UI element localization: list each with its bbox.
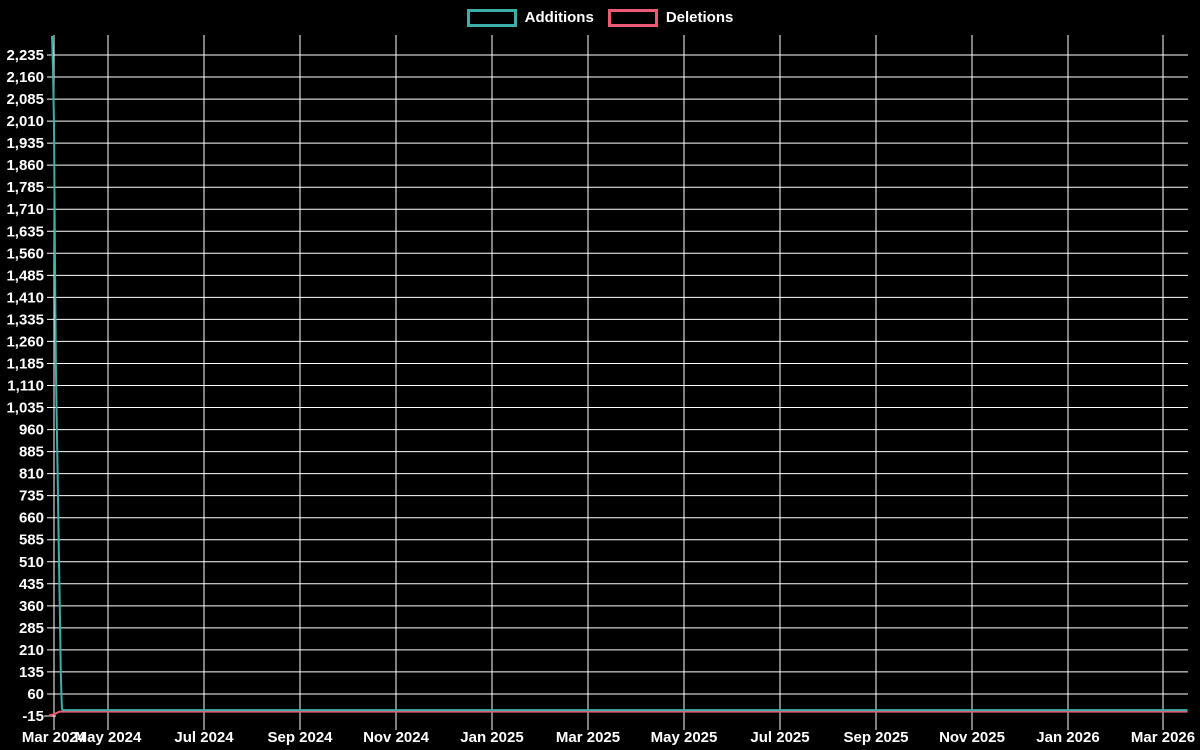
additions-swatch-icon <box>467 9 517 27</box>
y-tick-label: 960 <box>18 421 44 439</box>
y-tick-label: 1,485 <box>6 267 44 285</box>
x-tick-label: Jan 2026 <box>1036 729 1100 746</box>
y-tick-label: 510 <box>18 553 44 571</box>
y-tick-label: 2,235 <box>6 47 44 64</box>
y-tick-label: 585 <box>18 531 44 549</box>
y-tick-label: 135 <box>18 663 44 681</box>
y-tick-label: 1,710 <box>6 201 44 219</box>
y-tick-label: 885 <box>18 443 44 461</box>
y-tick-label: 1,935 <box>6 135 44 153</box>
x-tick-label: May 2024 <box>74 729 142 746</box>
series-line-deletions <box>49 712 1188 716</box>
x-tick-label: May 2025 <box>650 729 718 746</box>
x-tick-label: Sep 2025 <box>843 729 909 746</box>
y-tick-label: 1,260 <box>6 333 44 351</box>
y-tick-label: 735 <box>18 487 44 505</box>
y-tick-label: 1,185 <box>6 355 44 373</box>
x-tick-label: Nov 2025 <box>939 729 1005 746</box>
y-tick-label: 285 <box>18 619 44 637</box>
x-tick-label: Jul 2025 <box>750 729 810 746</box>
y-tick-label: -15 <box>22 708 44 725</box>
y-tick-label: 1,110 <box>7 377 44 395</box>
y-tick-label: 210 <box>18 641 44 659</box>
x-tick-label: Sep 2024 <box>267 729 333 746</box>
chart-legend <box>0 9 1200 27</box>
y-tick-label: 360 <box>18 597 44 615</box>
y-tick-label: 1,335 <box>6 311 44 329</box>
y-tick-label: 2,085 <box>6 91 44 109</box>
y-tick-label: 60 <box>27 685 44 703</box>
x-tick-label: Jul 2024 <box>174 729 234 746</box>
legend-item-additions[interactable] <box>467 9 594 27</box>
legend-item-deletions[interactable] <box>608 9 734 27</box>
y-tick-label: 1,785 <box>6 179 44 197</box>
x-tick-label: Mar 2025 <box>555 729 621 746</box>
x-tick-label: Mar 2026 <box>1130 729 1196 746</box>
y-tick-label: 1,560 <box>6 245 44 263</box>
y-tick-label: 810 <box>18 465 44 483</box>
y-tick-label: 1,635 <box>6 223 44 241</box>
y-tick-label: 1,035 <box>6 399 44 417</box>
x-tick-label: Jan 2025 <box>460 729 524 746</box>
series-line-additions <box>52 36 1188 710</box>
x-tick-label: Mar 2024 <box>21 729 87 746</box>
deletions-swatch-icon <box>608 9 658 27</box>
y-tick-label: 2,010 <box>6 113 44 131</box>
x-tick-label: Nov 2024 <box>363 729 429 746</box>
y-tick-label: 2,160 <box>6 69 44 87</box>
y-tick-label: 660 <box>18 509 44 527</box>
y-tick-label: 1,410 <box>6 289 44 307</box>
legend-label-additions: Additions <box>524 9 594 26</box>
legend-label-deletions: Deletions <box>665 9 734 26</box>
y-tick-label: 1,860 <box>6 157 44 175</box>
y-tick-label: 435 <box>18 575 44 593</box>
